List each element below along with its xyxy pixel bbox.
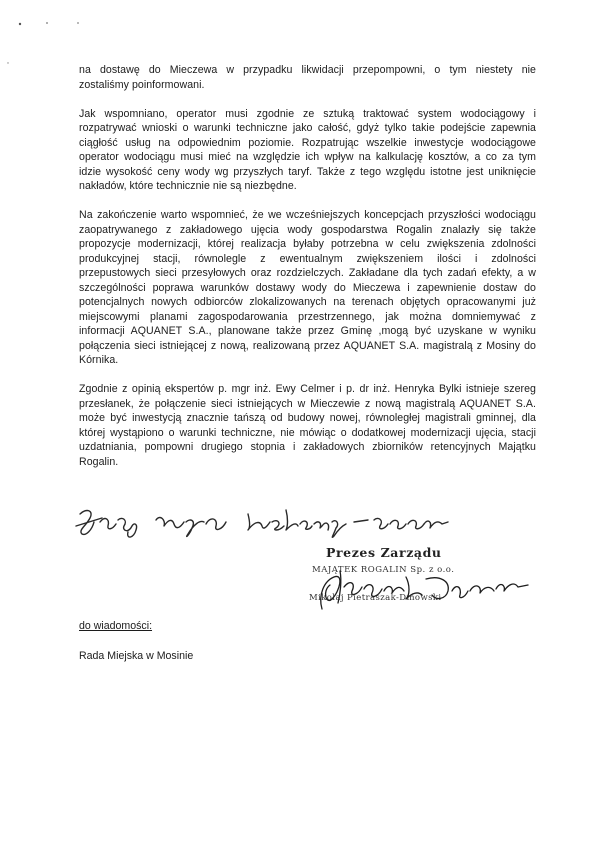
text-line: zaopatrywanego z zakładowego ujęcia wody gospodarstwa Rogalin znalazły się także [79,223,536,236]
text-line: przepustowych sieci przesyłowych oraz rozdzielczych. Zakładane dla tych zadań efekty, a w [79,267,536,279]
text-line: Rogalin. [79,455,119,468]
text-line: informacji AQUANET S.A., planowane także przez Gminę ,mogą być uzyskane w wyniku [79,325,536,337]
paragraph-3 [79,208,536,368]
text-line: na dostawę do Mieczewa w przypadku likwidacji przepompowni, o tym niestety nie [79,64,536,76]
text-line: może być inwestycją znacznie tańszą od budowy nowej, równoległej magistrali gminnej, dla [79,412,536,424]
handwritten-closing [72,500,452,542]
text-line: Kórnika. [79,354,119,366]
text-line: nakładów, które technicznie nie są niezbędne. [79,180,297,192]
paragraph-2 [79,107,536,194]
text-line: przesłanek, że połączenie sieci istniejących w Mieczewie z nową magistralą AQUANET S.A. [79,397,536,410]
text-line: uzdatniania, pompowni drugiego stopnia i zakładowych zbiorników retencyjnych Majątku [79,441,536,453]
text-line: połączenia sieci istniejącej z nową, realizowaną przez AQUANET S.A. magistralą z Mosiny do [79,339,536,352]
text-line: miejscowymi planami zagospodarowania przestrzennego, jak można domniemywać z [79,310,536,323]
text-line: Zgodnie z opinią ekspertów p. mgr inż. Ewy Celmer i p. dr inż. Henryka Bylki istnieje szereg [79,383,536,395]
text-line: operator wodociągu musi mieć na względzie ich wpływ na kalkulację kosztów, a co za tym [79,151,536,163]
text-line: Jak wspomniano, operator musi zgodnie ze sztuką traktować system wodociągowy i [79,107,536,120]
text-line: potencjalnych nowych odbiorców zlokalizowanych na terenach objętych opracowanymi już [79,296,536,308]
handwritten-signature [300,551,540,621]
paragraph-4 [79,382,536,469]
cc-recipient: Rada Miejska w Mosinie [79,650,194,662]
text-line: zostaliśmy poinformowani. [79,78,205,91]
stamp-organization: MAJĄTEK ROGALIN Sp. z o.o. [312,565,455,575]
stamp-title: Prezes Zarządu [326,545,442,560]
letter-body [79,63,536,484]
text-line: ciągłość usług na odpowiednim poziomie. Rozpatrując wszelkie inwestycje wodociągowe [79,136,536,149]
text-line: szczególności poprawa warunków dostawy wody do Mieczewa i zapewnienie dostaw do [79,281,536,294]
text-line: propozycje modernizacji, której realizacja byłaby potrzebna w celu zwiększenia zdolności [79,238,536,250]
text-line: produkcyjnej stacji, równolegle z ewentualnym zwiększeniem ilości i zdolności [79,252,536,265]
text-line: rozpatrywać wnioski o warunki techniczne jako całość, gdyż tylko takie podejście zapewnia [79,122,536,134]
text-line: idzie wysokość ceny wody wg przyszłych taryf. Także z tego względu istotne jest uniknięcie [79,165,536,178]
signature-stamp [300,545,540,625]
text-line: Na zakończenie warto wspomnieć, że we wcześniejszych koncepcjach przyszłości wodociągu [79,209,536,221]
paragraph-1 [79,63,536,92]
text-line: której wystąpiono o warunki techniczne, nie mówiąc o dodatkowej modernizacji ujęcia, stacji [79,426,536,439]
cc-label: do wiadomości: [79,620,153,632]
stamp-name: Mikołaj Pietraszak-Dmowski [309,593,442,603]
